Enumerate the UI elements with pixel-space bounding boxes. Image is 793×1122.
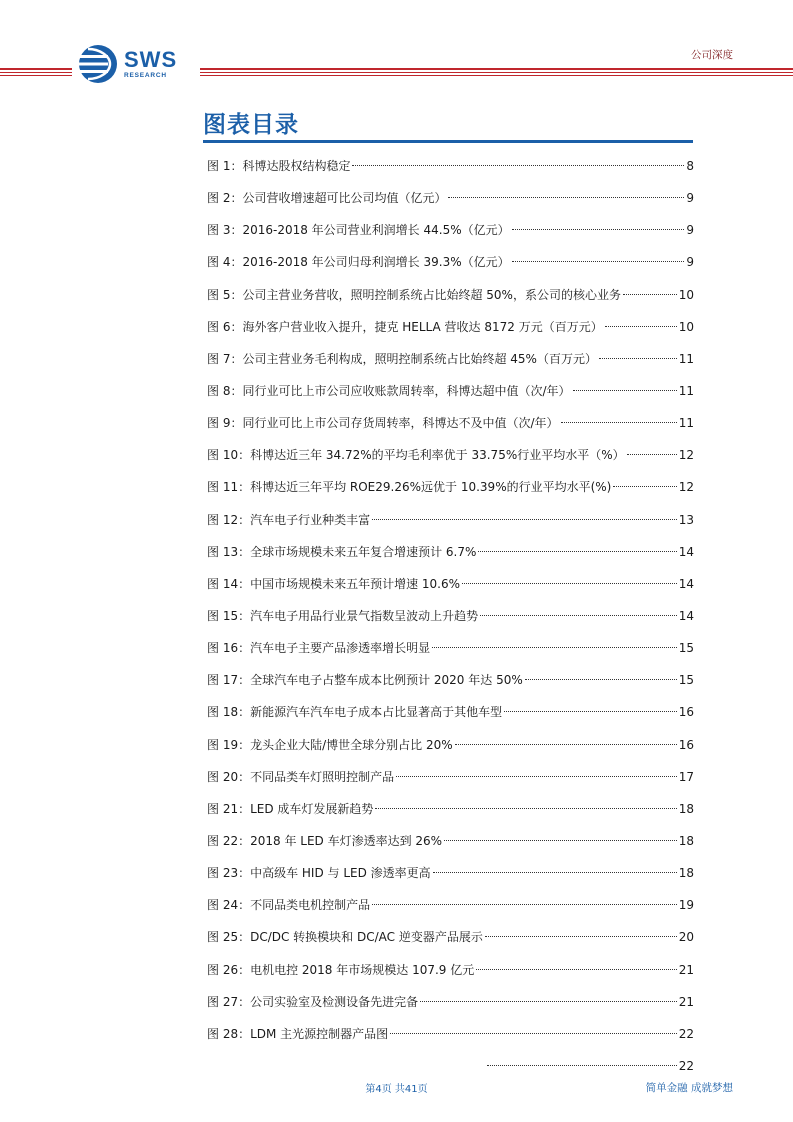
toc-dot-leader bbox=[432, 647, 677, 648]
toc-dot-leader bbox=[462, 583, 677, 584]
toc-entry-label: 图 27：公司实验室及检测设备先进完备 bbox=[207, 994, 419, 1009]
logo-subtext: RESEARCH bbox=[124, 71, 167, 79]
toc-entry[interactable] bbox=[207, 568, 694, 600]
toc-entry[interactable] bbox=[207, 793, 694, 825]
logo-wordmark: SWS bbox=[124, 46, 178, 72]
toc-entry-page: 15 bbox=[678, 673, 694, 688]
toc-entry-label: 图 28：LDM 主光源控制器产品图 bbox=[207, 1026, 389, 1041]
toc-dot-leader bbox=[627, 454, 677, 455]
toc-entry-label: 图 24：不同品类电机控制产品 bbox=[207, 898, 371, 913]
toc-entry-page: 9 bbox=[686, 255, 694, 270]
toc-entry-label: 图 4：2016-2018 年公司归母利润增长 39.3%（亿元） bbox=[207, 255, 510, 270]
toc-entry-page: 17 bbox=[678, 769, 694, 784]
toc-entry-label: 图 18：新能源汽车汽车电子成本占比显著高于其他车型 bbox=[207, 705, 503, 720]
toc-entry-page: 8 bbox=[686, 159, 694, 173]
toc-entry-page: 14 bbox=[678, 608, 694, 623]
toc-dot-leader bbox=[485, 936, 677, 937]
toc-entry-page: 15 bbox=[678, 641, 694, 656]
toc-entry-page: 22 bbox=[678, 1026, 694, 1041]
toc-entry-page: 14 bbox=[678, 576, 694, 591]
toc-entry-label: 图 20：不同品类车灯照明控制产品 bbox=[207, 769, 395, 784]
footer-slogan: 简单金融 成就梦想 bbox=[645, 1082, 733, 1094]
toc-entry-label: 图 12：汽车电子行业种类丰富 bbox=[207, 512, 371, 527]
toc-entry[interactable] bbox=[207, 825, 694, 857]
toc-entry-label: 图 6：海外客户营业收入提升，捷克 HELLA 营收达 8172 万元（百万元） bbox=[207, 319, 603, 334]
toc-entry-page: 9 bbox=[686, 223, 694, 238]
toc-entry-page: 20 bbox=[678, 930, 694, 945]
toc-entry-page: 21 bbox=[678, 994, 694, 1009]
toc-entry-label: 图 19：龙头企业大陆/博世全球分别占比 20% bbox=[207, 737, 453, 752]
toc-entry-page: 13 bbox=[678, 512, 694, 527]
toc-entry[interactable] bbox=[207, 407, 694, 439]
toc-entry[interactable] bbox=[207, 729, 694, 761]
title-underline bbox=[203, 140, 693, 143]
toc-entry[interactable] bbox=[207, 536, 694, 568]
toc-entry-label: 图 2：公司营收增速超可比公司均值（亿元） bbox=[207, 191, 447, 206]
toc-entry[interactable] bbox=[207, 889, 694, 921]
toc-entry-label: 图 13：全球市场规模未来五年复合增速预计 6.7% bbox=[207, 544, 477, 559]
toc-entry-label: 图 17：全球汽车电子占整车成本比例预计 2020 年达 50% bbox=[207, 673, 523, 688]
page-number: 第4页 共41页 bbox=[365, 1084, 428, 1095]
toc-entry-label: 图 23：中高级车 HID 与 LED 渗透率更高 bbox=[207, 866, 431, 881]
toc-entry-page: 16 bbox=[678, 737, 694, 752]
table-of-figures bbox=[207, 150, 694, 1082]
toc-entry-label: 图 7：公司主营业务毛利构成，照明控制系统占比始终超 45%（百万元） bbox=[207, 351, 597, 366]
toc-dot-leader bbox=[390, 1033, 677, 1034]
toc-dot-leader bbox=[444, 840, 677, 841]
toc-entry[interactable] bbox=[207, 761, 694, 793]
toc-entry-page: 18 bbox=[678, 801, 694, 816]
toc-entry[interactable] bbox=[207, 343, 694, 375]
toc-dot-leader bbox=[512, 229, 685, 230]
toc-dot-leader bbox=[433, 872, 677, 873]
toc-entry-page: 11 bbox=[678, 416, 694, 431]
toc-entry-label: 图 25：DC/DC 转换模块和 DC/AC 逆变器产品展示 bbox=[207, 930, 483, 945]
toc-entry-label: 图 11：科博达近三年平均 ROE29.26%远优于 10.39%的行业平均水平(%) bbox=[207, 480, 612, 495]
toc-dot-leader bbox=[605, 326, 677, 327]
toc-entry-label: 图 9：同行业可比上市公司存货周转率，科博达不及中值（次/年） bbox=[207, 416, 559, 431]
toc-entry-label: 图 1：科博达股权结构稳定 bbox=[207, 159, 351, 173]
toc-dot-leader bbox=[487, 1065, 677, 1066]
toc-entry-page: 18 bbox=[678, 866, 694, 881]
toc-entry-page: 12 bbox=[678, 448, 694, 463]
toc-entry[interactable] bbox=[207, 471, 694, 503]
toc-entry[interactable] bbox=[207, 632, 694, 664]
toc-dot-leader bbox=[623, 294, 677, 295]
toc-dot-leader bbox=[396, 776, 677, 777]
toc-dot-leader bbox=[352, 165, 684, 166]
toc-entry-label: 图 21：LED 成车灯发展新趋势 bbox=[207, 801, 374, 816]
page-header bbox=[0, 0, 793, 90]
page-title: 图表目录 bbox=[203, 112, 299, 138]
toc-entry[interactable] bbox=[207, 857, 694, 889]
toc-entry[interactable] bbox=[207, 1018, 694, 1050]
toc-dot-leader bbox=[512, 261, 685, 262]
toc-entry[interactable] bbox=[207, 1050, 694, 1082]
toc-entry-label: 图 5：公司主营业务营收，照明控制系统占比始终超 50%，系公司的核心业务 bbox=[207, 287, 621, 302]
toc-entry-page: 21 bbox=[678, 962, 694, 977]
toc-entry-label: 图 8：同行业可比上市公司应收账款周转率，科博达超中值（次/年） bbox=[207, 383, 571, 398]
toc-entry[interactable] bbox=[207, 600, 694, 632]
sws-logo-icon bbox=[78, 44, 118, 84]
toc-entry[interactable] bbox=[207, 439, 694, 471]
toc-dot-leader bbox=[573, 390, 677, 391]
toc-dot-leader bbox=[504, 711, 677, 712]
toc-entry-page: 19 bbox=[678, 898, 694, 913]
toc-dot-leader bbox=[372, 519, 677, 520]
toc-dot-leader bbox=[561, 422, 677, 423]
toc-entry[interactable] bbox=[207, 664, 694, 696]
toc-entry[interactable] bbox=[207, 279, 694, 311]
toc-entry[interactable] bbox=[207, 375, 694, 407]
toc-entry[interactable] bbox=[207, 311, 694, 343]
toc-entry-page: 9 bbox=[686, 191, 694, 206]
toc-entry-label: 图 22：2018 年 LED 车灯渗透率达到 26% bbox=[207, 833, 443, 848]
toc-dot-leader bbox=[476, 969, 676, 970]
toc-dot-leader bbox=[448, 197, 684, 198]
toc-entry-label: 图 15：汽车电子用品行业景气指数呈波动上升趋势 bbox=[207, 608, 479, 623]
toc-entry-label: 图 3：2016-2018 年公司营业利润增长 44.5%（亿元） bbox=[207, 223, 510, 238]
toc-entry[interactable] bbox=[207, 954, 694, 986]
toc-entry[interactable] bbox=[207, 921, 694, 953]
toc-dot-leader bbox=[455, 744, 677, 745]
header-rule-left bbox=[0, 68, 72, 78]
toc-entry[interactable] bbox=[207, 214, 694, 246]
toc-dot-leader bbox=[480, 615, 677, 616]
toc-entry[interactable] bbox=[207, 150, 694, 182]
document-type-label: 公司深度 bbox=[691, 49, 733, 61]
toc-entry[interactable] bbox=[207, 246, 694, 278]
toc-dot-leader bbox=[420, 1001, 677, 1002]
toc-dot-leader bbox=[599, 358, 677, 359]
toc-entry-page: 14 bbox=[678, 544, 694, 559]
toc-entry-page: 12 bbox=[678, 480, 694, 495]
toc-entry[interactable] bbox=[207, 696, 694, 728]
toc-entry-page: 10 bbox=[678, 287, 694, 302]
toc-entry[interactable] bbox=[207, 986, 694, 1018]
toc-entry-label: 图 10：科博达近三年 34.72%的平均毛利率优于 33.75%行业平均水平（%） bbox=[207, 448, 625, 463]
toc-dot-leader bbox=[478, 551, 676, 552]
toc-entry-label: 图 16：汽车电子主要产品渗透率增长明显 bbox=[207, 641, 431, 656]
toc-dot-leader bbox=[525, 679, 677, 680]
toc-dot-leader bbox=[372, 904, 677, 905]
toc-entry-page: 22 bbox=[678, 1058, 694, 1073]
toc-entry-page: 18 bbox=[678, 833, 694, 848]
toc-entry-page: 16 bbox=[678, 705, 694, 720]
toc-entry-page: 10 bbox=[678, 319, 694, 334]
toc-entry[interactable] bbox=[207, 182, 694, 214]
toc-entry-page: 11 bbox=[678, 351, 694, 366]
toc-dot-leader bbox=[375, 808, 676, 809]
toc-entry-label: 图 14：中国市场规模未来五年预计增速 10.6% bbox=[207, 576, 461, 591]
toc-entry-page: 11 bbox=[678, 383, 694, 398]
toc-entry[interactable] bbox=[207, 504, 694, 536]
toc-entry-label: 图 26：电机电控 2018 年市场规模达 107.9 亿元 bbox=[207, 962, 475, 977]
sws-logo bbox=[78, 44, 177, 84]
toc-dot-leader bbox=[613, 486, 676, 487]
header-rule-right bbox=[200, 68, 793, 78]
